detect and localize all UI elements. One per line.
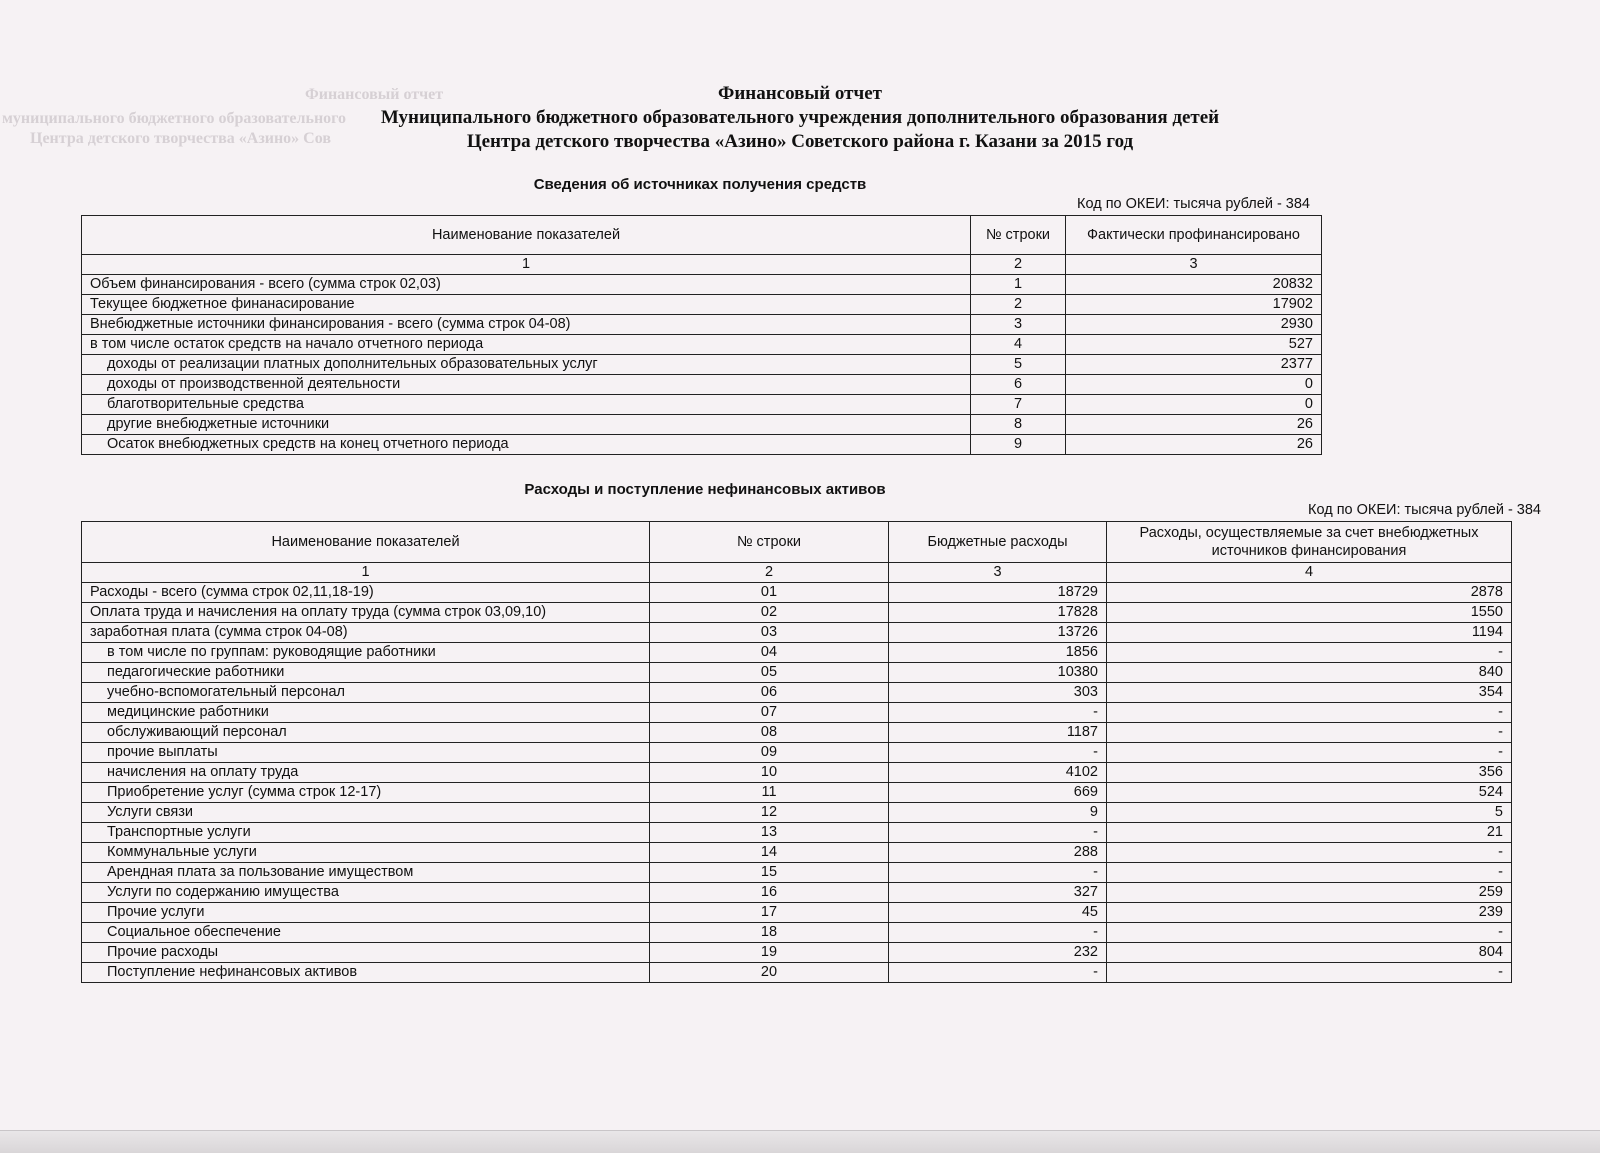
row-name: Прочие расходы	[82, 943, 650, 963]
row-value: 20832	[1066, 275, 1322, 295]
row-name: Поступление нефинансовых активов	[82, 963, 650, 983]
row-line-number: 2	[971, 295, 1066, 315]
table-row	[82, 803, 1512, 823]
row-budget-value: -	[889, 743, 1107, 763]
row-name: Расходы - всего (сумма строк 02,11,18-19)	[82, 583, 650, 603]
scan-edge	[0, 1130, 1600, 1153]
table-row	[82, 903, 1512, 923]
row-line-number: 5	[971, 355, 1066, 375]
row-extrabudget-value: 259	[1107, 883, 1512, 903]
row-budget-value: 288	[889, 843, 1107, 863]
table-row	[82, 603, 1512, 623]
row-extrabudget-value: -	[1107, 923, 1512, 943]
row-line-number: 17	[650, 903, 889, 923]
table-row	[82, 435, 1322, 455]
table-row	[82, 963, 1512, 983]
row-extrabudget-value: 21	[1107, 823, 1512, 843]
row-extrabudget-value: 1194	[1107, 623, 1512, 643]
row-line-number: 02	[650, 603, 889, 623]
row-line-number: 05	[650, 663, 889, 683]
row-name: доходы от реализации платных дополнительных образовательных услуг	[82, 355, 971, 375]
sources-table	[81, 215, 1322, 455]
row-budget-value: 669	[889, 783, 1107, 803]
row-line-number: 10	[650, 763, 889, 783]
report-title-line2: Муниципального бюджетного образовательного учреждения дополнительного образования детей	[380, 107, 1220, 128]
table-row	[82, 275, 1322, 295]
row-budget-value: -	[889, 923, 1107, 943]
table-row	[82, 723, 1512, 743]
row-line-number: 3	[971, 315, 1066, 335]
column-number: 1	[82, 563, 650, 583]
column-number: 3	[1066, 255, 1322, 275]
row-value: 2377	[1066, 355, 1322, 375]
column-number: 2	[971, 255, 1066, 275]
expenses-section-title: Расходы и поступление нефинансовых активов	[524, 481, 886, 498]
row-name: Коммунальные услуги	[82, 843, 650, 863]
sources-header-name: Наименование показателей	[82, 216, 971, 255]
row-line-number: 06	[650, 683, 889, 703]
row-name: обслуживающий персонал	[82, 723, 650, 743]
table-row	[82, 395, 1322, 415]
row-line-number: 15	[650, 863, 889, 883]
row-name: Услуги связи	[82, 803, 650, 823]
row-extrabudget-value: 5	[1107, 803, 1512, 823]
row-extrabudget-value: -	[1107, 963, 1512, 983]
row-line-number: 19	[650, 943, 889, 963]
row-extrabudget-value: 354	[1107, 683, 1512, 703]
row-value: 0	[1066, 395, 1322, 415]
table-row	[82, 583, 1512, 603]
row-budget-value: 1187	[889, 723, 1107, 743]
row-budget-value: -	[889, 703, 1107, 723]
sources-section-title: Сведения об источниках получения средств	[533, 176, 867, 193]
row-value: 0	[1066, 375, 1322, 395]
table-row	[82, 335, 1322, 355]
row-line-number: 9	[971, 435, 1066, 455]
expenses-header-budget: Бюджетные расходы	[889, 522, 1107, 563]
expenses-header-extrabudget: Расходы, осуществляемые за счет внебюджетных источников финансирования	[1107, 522, 1512, 563]
row-line-number: 6	[971, 375, 1066, 395]
row-budget-value: -	[889, 863, 1107, 883]
row-name: Внебюджетные источники финансирования - всего (сумма строк 04-08)	[82, 315, 971, 335]
row-extrabudget-value: 804	[1107, 943, 1512, 963]
row-budget-value: 17828	[889, 603, 1107, 623]
table-row	[82, 663, 1512, 683]
column-number: 2	[650, 563, 889, 583]
row-budget-value: 45	[889, 903, 1107, 923]
row-name: Транспортные услуги	[82, 823, 650, 843]
row-line-number: 09	[650, 743, 889, 763]
row-name: Объем финансирования - всего (сумма строк 02,03)	[82, 275, 971, 295]
row-extrabudget-value: -	[1107, 703, 1512, 723]
row-extrabudget-value: 840	[1107, 663, 1512, 683]
row-budget-value: 1856	[889, 643, 1107, 663]
row-budget-value: -	[889, 963, 1107, 983]
row-name: другие внебюджетные источники	[82, 415, 971, 435]
expenses-header-line: № строки	[650, 522, 889, 563]
expenses-table	[81, 521, 1512, 983]
row-budget-value: 9	[889, 803, 1107, 823]
row-extrabudget-value: -	[1107, 743, 1512, 763]
table-row	[82, 623, 1512, 643]
row-name: заработная плата (сумма строк 04-08)	[82, 623, 650, 643]
row-budget-value: 232	[889, 943, 1107, 963]
row-name: доходы от производственной деятельности	[82, 375, 971, 395]
column-number: 1	[82, 255, 971, 275]
row-value: 2930	[1066, 315, 1322, 335]
row-extrabudget-value: -	[1107, 643, 1512, 663]
table-row	[82, 703, 1512, 723]
row-extrabudget-value: -	[1107, 723, 1512, 743]
row-budget-value: 13726	[889, 623, 1107, 643]
table-row	[82, 883, 1512, 903]
column-number: 3	[889, 563, 1107, 583]
row-value: 26	[1066, 415, 1322, 435]
table-row	[82, 295, 1322, 315]
row-extrabudget-value: 2878	[1107, 583, 1512, 603]
row-value: 527	[1066, 335, 1322, 355]
table-row	[82, 843, 1512, 863]
row-line-number: 14	[650, 843, 889, 863]
row-line-number: 12	[650, 803, 889, 823]
row-name: учебно-вспомогательный персонал	[82, 683, 650, 703]
row-name: начисления на оплату труда	[82, 763, 650, 783]
row-extrabudget-value: 239	[1107, 903, 1512, 923]
table-row	[82, 683, 1512, 703]
expenses-okei-code: Код по ОКЕИ: тысяча рублей - 384	[1308, 502, 1541, 518]
row-name: Социальное обеспечение	[82, 923, 650, 943]
row-name: в том числе по группам: руководящие работники	[82, 643, 650, 663]
row-name: благотворительные средства	[82, 395, 971, 415]
report-title	[0, 82, 1600, 154]
row-name: Арендная плата за пользование имуществом	[82, 863, 650, 883]
row-line-number: 07	[650, 703, 889, 723]
column-number: 4	[1107, 563, 1512, 583]
row-line-number: 8	[971, 415, 1066, 435]
report-title-line3: Центра детского творчества «Азино» Советского района г. Казани за 2015 год	[466, 131, 1134, 152]
row-extrabudget-value: 524	[1107, 783, 1512, 803]
row-extrabudget-value: -	[1107, 843, 1512, 863]
row-extrabudget-value: 1550	[1107, 603, 1512, 623]
table-row	[82, 783, 1512, 803]
row-line-number: 11	[650, 783, 889, 803]
sources-header-line: № строки	[971, 216, 1066, 255]
row-extrabudget-value: -	[1107, 863, 1512, 883]
report-title-line1: Финансовый отчет	[718, 83, 882, 104]
table-row	[82, 763, 1512, 783]
sources-header-financed: Фактически профинансировано	[1066, 216, 1322, 255]
row-line-number: 08	[650, 723, 889, 743]
table-row	[82, 743, 1512, 763]
row-line-number: 7	[971, 395, 1066, 415]
row-name: педагогические работники	[82, 663, 650, 683]
table-row	[82, 315, 1322, 335]
row-name: Осаток внебюджетных средств на конец отчетного периода	[82, 435, 971, 455]
row-name: медицинские работники	[82, 703, 650, 723]
column-number-row	[82, 255, 1322, 275]
row-budget-value: 18729	[889, 583, 1107, 603]
row-budget-value: -	[889, 823, 1107, 843]
row-name: прочие выплаты	[82, 743, 650, 763]
table-row	[82, 943, 1512, 963]
row-name: Оплата труда и начисления на оплату труда (сумма строк 03,09,10)	[82, 603, 650, 623]
table-row	[82, 375, 1322, 395]
row-line-number: 03	[650, 623, 889, 643]
table-row	[82, 923, 1512, 943]
row-name: Прочие услуги	[82, 903, 650, 923]
row-name: в том числе остаток средств на начало отчетного периода	[82, 335, 971, 355]
row-value: 26	[1066, 435, 1322, 455]
row-budget-value: 4102	[889, 763, 1107, 783]
row-line-number: 16	[650, 883, 889, 903]
row-line-number: 4	[971, 335, 1066, 355]
row-extrabudget-value: 356	[1107, 763, 1512, 783]
row-name: Услуги по содержанию имущества	[82, 883, 650, 903]
row-budget-value: 10380	[889, 663, 1107, 683]
row-budget-value: 303	[889, 683, 1107, 703]
table-row	[82, 823, 1512, 843]
row-budget-value: 327	[889, 883, 1107, 903]
column-number-row	[82, 563, 1512, 583]
row-name: Приобретение услуг (сумма строк 12-17)	[82, 783, 650, 803]
table-row	[82, 415, 1322, 435]
row-line-number: 04	[650, 643, 889, 663]
row-name: Текущее бюджетное финанасирование	[82, 295, 971, 315]
row-line-number: 18	[650, 923, 889, 943]
row-line-number: 13	[650, 823, 889, 843]
sources-okei-code: Код по ОКЕИ: тысяча рублей - 384	[1077, 196, 1310, 212]
row-line-number: 20	[650, 963, 889, 983]
expenses-header-name: Наименование показателей	[82, 522, 650, 563]
row-line-number: 01	[650, 583, 889, 603]
table-row	[82, 643, 1512, 663]
table-row	[82, 863, 1512, 883]
row-line-number: 1	[971, 275, 1066, 295]
table-row	[82, 355, 1322, 375]
row-value: 17902	[1066, 295, 1322, 315]
